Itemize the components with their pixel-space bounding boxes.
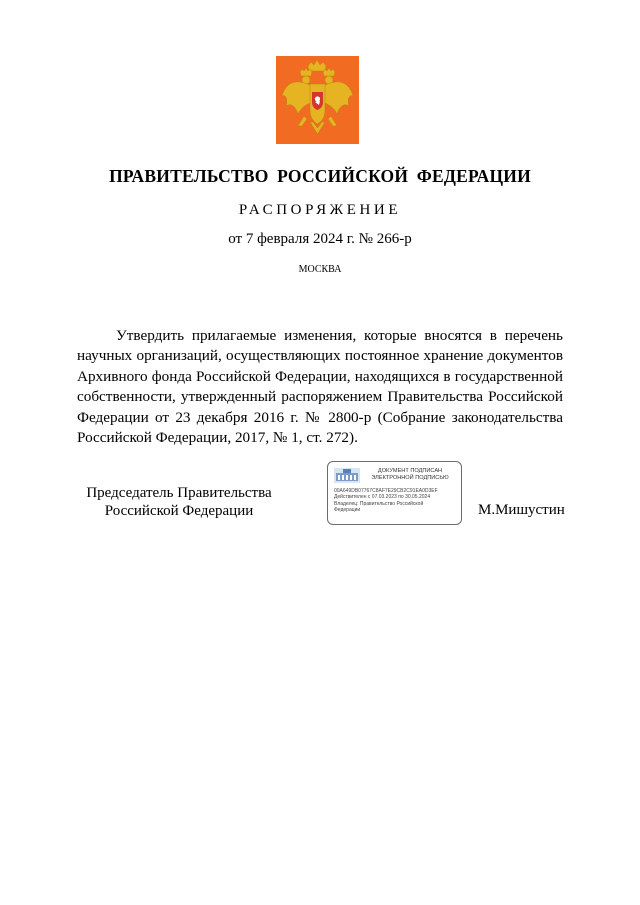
stamp-header-line2: ЭЛЕКТРОННОЙ ПОДПИСЬЮ — [371, 475, 449, 481]
stamp-details — [334, 488, 460, 514]
stamp-owner-line1: Владелец: Правительство Российской — [334, 500, 424, 507]
body-paragraph: Утвердить прилагаемые изменения, которые вносятся в перечень научных организаций, осуществляющих постоянное хранение документов Архивного фонда Российской Федерации, находящихся в государственной собственности, утвержденный распоряжением Правительства Российской Федерации от 23 декабря 2016 г. № 2800-р (Собрание законодательства Российской Федерации, 2017, № 1, ст. 272). — [77, 327, 563, 447]
stamp-header-line1: ДОКУМЕНТ ПОДПИСАН — [377, 468, 443, 474]
body-text — [77, 326, 563, 448]
government-title: ПРАВИТЕЛЬСТВО РОССИЙСКОЙ ФЕДЕРАЦИИ — [109, 166, 531, 186]
stamp-certificate: 00A649DB07767C8AF7E29CB2C91EA0D3EF — [334, 488, 438, 494]
government-building-icon — [334, 468, 360, 483]
stamp-validity: Действителен с 07.03.2023 по 30.05.2024 — [334, 494, 431, 501]
signer-title-line2: Российской Федерации — [104, 503, 254, 519]
coat-of-arms-icon — [276, 56, 359, 144]
signer-name: М.Мишустин — [478, 502, 565, 518]
document-type: РАСПОРЯЖЕНИЕ — [238, 202, 402, 218]
stamp-owner-line2: Федерации — [334, 507, 361, 514]
stamp-header — [362, 468, 458, 482]
signer-title-line1: Председатель Правительства — [86, 485, 272, 501]
city-label: МОСКВА — [298, 264, 342, 275]
signer-title — [68, 484, 290, 520]
electronic-signature-stamp — [327, 461, 462, 525]
document-date-number: от 7 февраля 2024 г. № 266-р — [228, 231, 412, 247]
